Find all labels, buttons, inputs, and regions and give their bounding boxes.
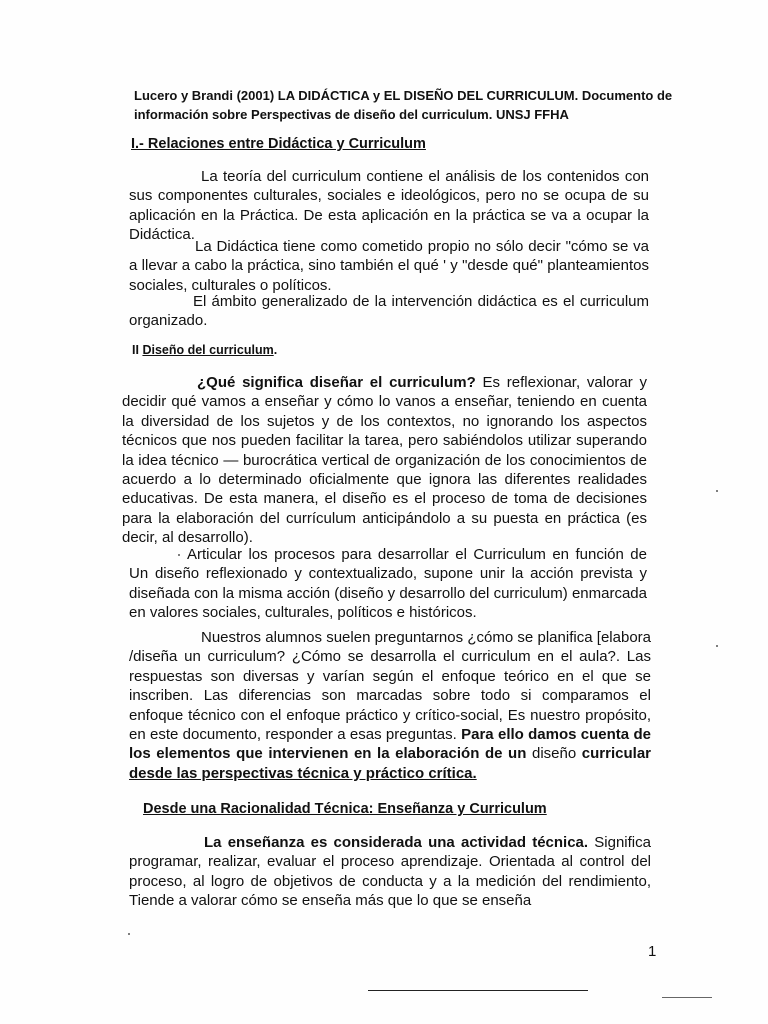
emphasis-bold: Para ello damos cuenta de los elementos que intervienen en la elaboración de un bbox=[129, 726, 651, 763]
section2-number: II bbox=[132, 343, 139, 357]
section2-paragraph-3 bbox=[129, 628, 651, 783]
statement-bold: La enseñanza es considerada una actividad técnica. bbox=[204, 834, 589, 851]
scan-mark bbox=[662, 997, 712, 998]
question-bold: ¿Qué significa diseñar el curriculum? bbox=[197, 374, 476, 391]
section1-paragraph-3 bbox=[129, 292, 649, 331]
page-number: 1 bbox=[648, 943, 657, 960]
section2-period: . bbox=[273, 343, 278, 357]
paragraph-text: El ámbito generalizado de la intervención didáctica es el curriculum organizado. bbox=[129, 293, 649, 330]
section2-title: Diseño del curriculum bbox=[142, 343, 274, 357]
section3-paragraph-1 bbox=[129, 833, 651, 911]
document-title: Lucero y Brandi (2001) LA DIDÁCTICA y EL DISEÑO DEL CURRICULUM. Documento de información sobre Perspectivas de diseño del curriculum. UNSJ FFHA bbox=[134, 88, 673, 122]
section3-heading: Desde una Racionalidad Técnica: Enseñanza y Curriculum bbox=[143, 801, 547, 817]
paragraph-text-normal: diseño bbox=[526, 745, 582, 763]
scan-speck bbox=[716, 645, 718, 647]
scan-speck bbox=[128, 933, 130, 935]
paragraph-text: Articular los procesos para desarrollar el Curriculum en función de Un diseño reflexionado y contextualizado, supone unir la acción prevista y diseñada con la misma acción (diseño y desarrollo del curriculum) enmarcada en valores sociales, culturales, políticos e históricos. bbox=[129, 546, 647, 622]
emphasis-bold-underline: desde las perspectivas técnica y práctico crítica. bbox=[129, 764, 477, 782]
scan-speck bbox=[716, 490, 718, 492]
section2-paragraph-1 bbox=[122, 373, 647, 548]
section1-paragraph-1 bbox=[129, 167, 649, 245]
section1-paragraph-2 bbox=[129, 237, 649, 295]
footer-rule bbox=[368, 990, 588, 991]
paragraph-text: La teoría del curriculum contiene el análisis de los contenidos con sus componentes culturales, sociales e ideológicos, pero no se ocupa de su aplicación en la Práctica. De esta aplicación en la práctica se va a ocupar la Didáctica. bbox=[129, 168, 649, 244]
section2-paragraph-2 bbox=[129, 545, 647, 623]
section2-heading bbox=[132, 343, 277, 357]
section1-heading: I.- Relaciones entre Didáctica y Curriculum bbox=[131, 136, 426, 152]
paragraph-text: Es reflexionar, valorar y decidir qué vamos a enseñar y cómo lo vanos a enseñar, teniendo en cuenta la diversidad de los sujetos y de los contextos, no ignorando los aspectos técnicos que nos pueden facilitar la tarea, pero sabiéndolos utilizar superando la idea técnico — burocrática vertical de organización de los conocimientos de acuerdo a lo determinado oficialmente que ignora las diferentes realidades educativas. De esta manera, el diseño es el proceso de toma de decisiones para la elaboración del currículum anticipándolo a su puesta en práctica (es decir, al desarrollo). bbox=[122, 374, 647, 547]
emphasis-bold-2: curricular bbox=[581, 745, 651, 763]
paragraph-text: Nuestros alumnos suelen preguntarnos ¿cómo se planifica [elabora /diseña un curriculum? ¿Cómo se desarrolla el curriculum en el aula?. Las respuestas son diversas y varían según el enfoque teórico en el que se inscriben. Las diferencias son marcadas sobre todo si comparamos el enfoque técnico con el enfoque práctico y crítico-social, Es nuestro propósito, en este documento, responder a esas preguntas. bbox=[129, 629, 651, 744]
scan-speck bbox=[178, 554, 180, 556]
paragraph-text: Significa programar, realizar, evaluar el proceso aprendizaje. Orientada al control del proceso, al logro de objetivos de conducta y a la medición del rendimiento, Tiende a valorar cómo se enseña más que lo que se enseña bbox=[129, 834, 651, 910]
paragraph-text: La Didáctica tiene como cometido propio no sólo decir "cómo se va a llevar a cabo la práctica, sino también el qué ' y "desde qué" planteamientos sociales, culturales o políticos. bbox=[129, 238, 649, 294]
